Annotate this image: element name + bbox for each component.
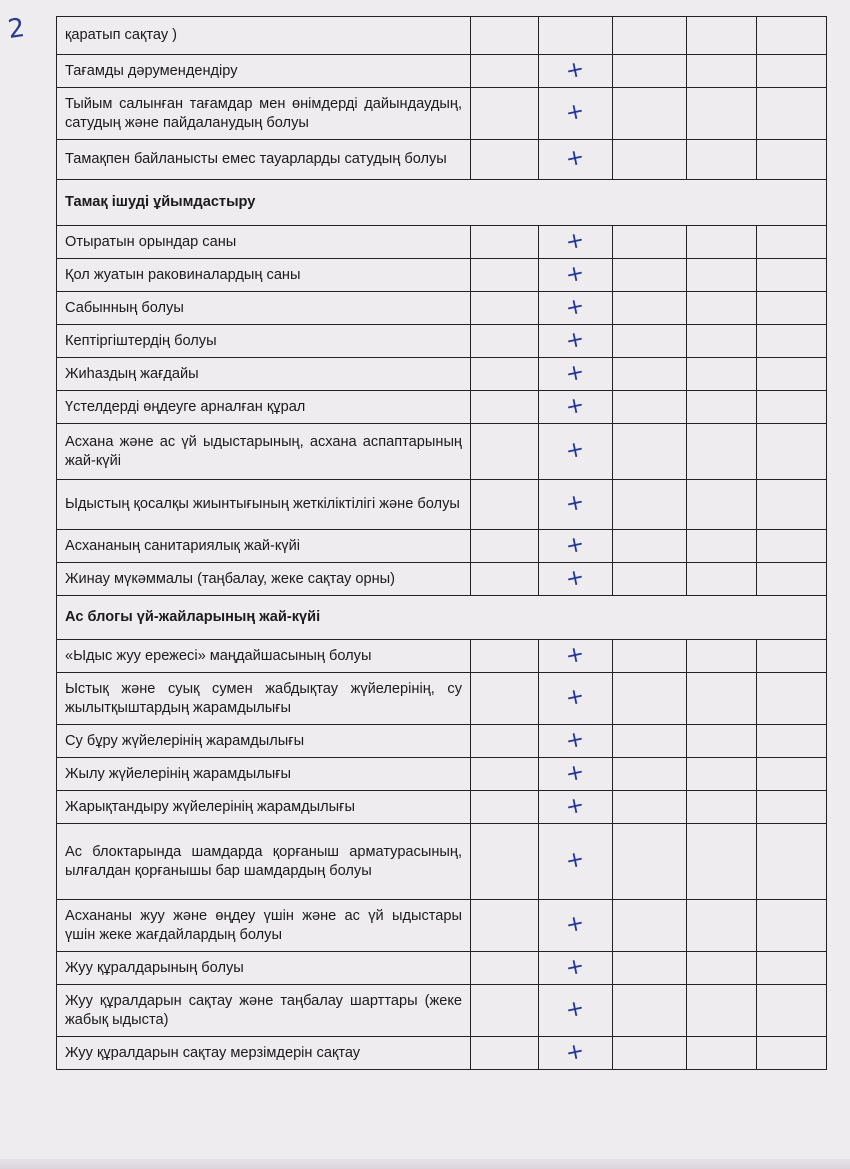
table-row [57, 292, 827, 325]
value-cell [539, 55, 613, 88]
value-cell [539, 725, 613, 758]
handwritten-check-mark: + [563, 641, 587, 670]
table-row [57, 725, 827, 758]
value-cell [687, 900, 757, 952]
value-cell [471, 725, 539, 758]
value-cell [471, 259, 539, 292]
value-cell [471, 325, 539, 358]
value-cell [687, 140, 757, 180]
value-cell [539, 358, 613, 391]
table-row [57, 424, 827, 480]
value-cell [539, 640, 613, 673]
table-row [57, 640, 827, 673]
handwritten-check-mark: + [563, 792, 587, 821]
criterion-label: Сабынның болуы [57, 292, 471, 325]
table-row [57, 259, 827, 292]
value-cell [539, 824, 613, 900]
table-row [57, 391, 827, 424]
value-cell [687, 673, 757, 725]
value-cell [539, 952, 613, 985]
value-cell [687, 563, 757, 596]
value-cell [471, 480, 539, 530]
criterion-label: Отыратын орындар саны [57, 226, 471, 259]
value-cell [613, 17, 687, 55]
value-cell [539, 226, 613, 259]
value-cell [687, 55, 757, 88]
value-cell [471, 673, 539, 725]
table-row [57, 563, 827, 596]
criterion-label: Ас блоктарында шамдарда қорғаныш арматурасының, ылғалдан қорғанышы бар шамдардың болуы [57, 824, 471, 900]
value-cell [471, 640, 539, 673]
value-cell [757, 725, 827, 758]
value-cell [613, 824, 687, 900]
value-cell [613, 563, 687, 596]
table-row [57, 55, 827, 88]
value-cell [613, 791, 687, 824]
value-cell [687, 391, 757, 424]
table-row [57, 530, 827, 563]
page-bottom-edge [0, 1159, 850, 1169]
value-cell [613, 292, 687, 325]
value-cell [757, 824, 827, 900]
value-cell [687, 530, 757, 563]
handwritten-check-mark: + [563, 436, 587, 465]
value-cell [613, 391, 687, 424]
handwritten-check-mark: + [563, 759, 587, 788]
table-row [57, 900, 827, 952]
value-cell [757, 140, 827, 180]
value-cell [757, 226, 827, 259]
value-cell [757, 1037, 827, 1070]
value-cell [687, 640, 757, 673]
table-row [57, 325, 827, 358]
value-cell [687, 985, 757, 1037]
criterion-label: қаратып сақтау ) [57, 17, 471, 55]
value-cell [687, 226, 757, 259]
criterion-label: Жуу құралдарының болуы [57, 952, 471, 985]
value-cell [687, 292, 757, 325]
handwritten-check-mark: + [563, 260, 587, 289]
value-cell [687, 17, 757, 55]
value-cell [613, 673, 687, 725]
value-cell [757, 673, 827, 725]
value-cell [539, 1037, 613, 1070]
value-cell [757, 292, 827, 325]
criterion-label: Тағамды дәрумендендіру [57, 55, 471, 88]
page-number: 2 [5, 12, 27, 46]
value-cell [471, 530, 539, 563]
criterion-label: Асхананың санитариялық жай-күйі [57, 530, 471, 563]
criterion-label: Асхананы жуу және өңдеу үшін және ас үй ыдыстары үшін жеке жағдайлардың болуы [57, 900, 471, 952]
value-cell [471, 358, 539, 391]
criterion-label: Жуу құралдарын сақтау және таңбалау шарттары (жеке жабық ыдыста) [57, 985, 471, 1037]
value-cell [757, 791, 827, 824]
handwritten-check-mark: + [563, 227, 587, 256]
value-cell [613, 140, 687, 180]
handwritten-check-mark: + [563, 683, 587, 712]
value-cell [471, 88, 539, 140]
value-cell [471, 1037, 539, 1070]
value-cell [757, 640, 827, 673]
value-cell [613, 640, 687, 673]
value-cell [613, 325, 687, 358]
handwritten-check-mark: + [563, 910, 587, 939]
value-cell [613, 358, 687, 391]
handwritten-check-mark: + [563, 56, 587, 85]
value-cell [539, 791, 613, 824]
value-cell [539, 673, 613, 725]
value-cell [757, 985, 827, 1037]
section-title: Ас блогы үй-жайларының жай-күйі [57, 596, 827, 640]
value-cell [539, 140, 613, 180]
criterion-label: «Ыдыс жуу ережесі» маңдайшасының болуы [57, 640, 471, 673]
value-cell [471, 563, 539, 596]
handwritten-check-mark: + [563, 995, 587, 1024]
criterion-label: Су бұру жүйелерінің жарамдылығы [57, 725, 471, 758]
value-cell [539, 88, 613, 140]
value-cell [613, 424, 687, 480]
criterion-label: Ыдыстың қосалқы жиынтығының жеткіліктілігі және болуы [57, 480, 471, 530]
handwritten-check-mark: + [563, 144, 587, 173]
value-cell [471, 900, 539, 952]
criterion-label: Жарықтандыру жүйелерінің жарамдылығы [57, 791, 471, 824]
value-cell [757, 88, 827, 140]
value-cell [687, 325, 757, 358]
value-cell [471, 758, 539, 791]
value-cell [757, 424, 827, 480]
criterion-label: Асхана және ас үй ыдыстарының, асхана аспаптарының жай-күйі [57, 424, 471, 480]
table-row [57, 88, 827, 140]
criterion-label: Қол жуатын раковиналардың саны [57, 259, 471, 292]
table-row [57, 1037, 827, 1070]
table-row [57, 791, 827, 824]
handwritten-check-mark: + [563, 293, 587, 322]
value-cell [757, 563, 827, 596]
handwritten-check-mark: + [563, 1038, 587, 1067]
value-cell [471, 226, 539, 259]
value-cell [687, 725, 757, 758]
value-cell [471, 424, 539, 480]
value-cell [613, 259, 687, 292]
handwritten-check-mark: + [563, 489, 587, 518]
value-cell [757, 325, 827, 358]
section-header-row [57, 180, 827, 226]
value-cell [539, 424, 613, 480]
table-row [57, 758, 827, 791]
value-cell [539, 17, 613, 55]
value-cell [471, 55, 539, 88]
criterion-label: Жиһаздың жағдайы [57, 358, 471, 391]
value-cell [471, 791, 539, 824]
value-cell [613, 530, 687, 563]
value-cell [687, 824, 757, 900]
value-cell [757, 952, 827, 985]
value-cell [613, 480, 687, 530]
value-cell [687, 259, 757, 292]
table-row [57, 824, 827, 900]
value-cell [687, 952, 757, 985]
value-cell [687, 791, 757, 824]
value-cell [539, 325, 613, 358]
value-cell [757, 900, 827, 952]
table-row [57, 17, 827, 55]
value-cell [539, 758, 613, 791]
handwritten-check-mark: + [563, 531, 587, 560]
value-cell [757, 391, 827, 424]
value-cell [613, 55, 687, 88]
value-cell [471, 17, 539, 55]
value-cell [539, 530, 613, 563]
value-cell [471, 952, 539, 985]
handwritten-check-mark: + [563, 953, 587, 982]
value-cell [613, 952, 687, 985]
criterion-label: Ыстық және суық сумен жабдықтау жүйелерінің, су жылытқыштардың жарамдылығы [57, 673, 471, 725]
handwritten-check-mark: + [563, 98, 587, 127]
table-row [57, 673, 827, 725]
value-cell [687, 424, 757, 480]
handwritten-check-mark: + [563, 846, 587, 875]
value-cell [613, 725, 687, 758]
value-cell [613, 758, 687, 791]
value-cell [687, 88, 757, 140]
table-row [57, 140, 827, 180]
table-row [57, 358, 827, 391]
value-cell [471, 985, 539, 1037]
section-title: Тамақ ішуді ұйымдастыру [57, 180, 827, 226]
value-cell [757, 259, 827, 292]
table-row [57, 952, 827, 985]
value-cell [471, 391, 539, 424]
table-row [57, 985, 827, 1037]
criterion-label: Жылу жүйелерінің жарамдылығы [57, 758, 471, 791]
handwritten-check-mark: + [563, 359, 587, 388]
value-cell [757, 17, 827, 55]
value-cell [757, 530, 827, 563]
value-cell [687, 1037, 757, 1070]
value-cell [539, 292, 613, 325]
value-cell [471, 292, 539, 325]
value-cell [757, 358, 827, 391]
value-cell [613, 88, 687, 140]
value-cell [539, 563, 613, 596]
handwritten-check-mark: + [563, 392, 587, 421]
value-cell [471, 824, 539, 900]
value-cell [757, 480, 827, 530]
checklist-table [56, 16, 827, 1070]
criterion-label: Жинау мүкәммалы (таңбалау, жеке сақтау орны) [57, 563, 471, 596]
checklist-table-wrap [56, 16, 826, 1070]
value-cell [539, 985, 613, 1037]
criterion-label: Үстелдерді өңдеуге арналған құрал [57, 391, 471, 424]
value-cell [613, 900, 687, 952]
value-cell [757, 758, 827, 791]
value-cell [539, 900, 613, 952]
value-cell [539, 480, 613, 530]
handwritten-check-mark: + [563, 726, 587, 755]
value-cell [687, 480, 757, 530]
handwritten-check-mark: + [563, 564, 587, 593]
value-cell [757, 55, 827, 88]
value-cell [687, 358, 757, 391]
criterion-label: Жуу құралдарын сақтау мерзімдерін сақтау [57, 1037, 471, 1070]
value-cell [539, 259, 613, 292]
value-cell [471, 140, 539, 180]
value-cell [613, 1037, 687, 1070]
table-row [57, 226, 827, 259]
value-cell [539, 391, 613, 424]
table-row [57, 480, 827, 530]
value-cell [687, 758, 757, 791]
value-cell [613, 226, 687, 259]
criterion-label: Тамақпен байланысты емес тауарларды сатудың болуы [57, 140, 471, 180]
criterion-label: Кептіргіштердің болуы [57, 325, 471, 358]
handwritten-check-mark: + [563, 326, 587, 355]
value-cell [613, 985, 687, 1037]
section-header-row [57, 596, 827, 640]
criterion-label: Тыйым салынған тағамдар мен өнімдерді дайындаудың, сатудың және пайдаланудың болуы [57, 88, 471, 140]
